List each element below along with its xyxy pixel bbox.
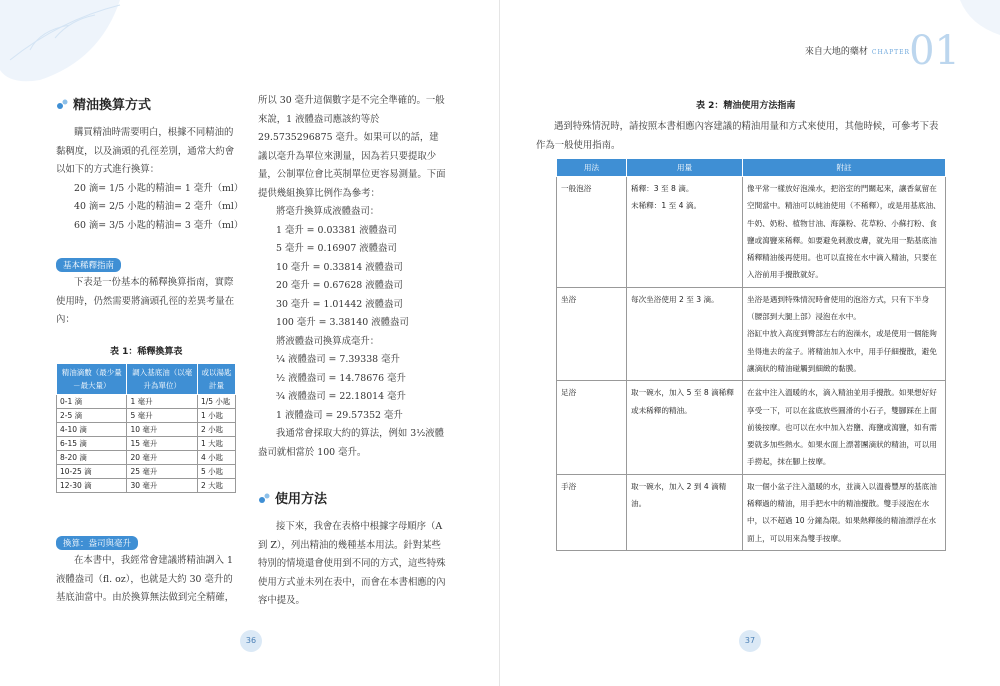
- table-cell: 稀釋：3 至 8 滴。 未稀釋：1 至 4 滴。: [627, 177, 743, 288]
- table-cell: 手浴: [557, 474, 627, 550]
- table-cell: 1 大匙: [197, 437, 235, 451]
- table-cell: 取一碗水，加入 2 到 4 滴精油。: [627, 474, 743, 550]
- table-cell: 像平常一樣放好泡澡水，把浴室的門關起來，讓香氣留在空間當中。精油可以純油使用（不稀釋），或是用基底油、牛奶、奶粉、植物甘油、海藻粉、花草粉、小蘇打粉、食鹽或瀉鹽來稀釋。如要避免刺激皮膚，就先用一點基底油稀釋精油後再使用。也可以直接在水中滴入精油，只要在入浴前用手攪散就好。: [743, 177, 946, 288]
- table-cell: 0-1 滴: [57, 395, 127, 409]
- usage-table: [556, 158, 946, 551]
- drop-icon: [56, 98, 68, 110]
- drop-icon: [258, 492, 270, 504]
- leaf-decoration-icon: [0, 0, 170, 90]
- table-row: [57, 423, 236, 437]
- oz-to-ml-list: [258, 351, 446, 425]
- table-cell: 坐浴是遇到特殊情況時會使用的泡浴方式，只有下半身（腰部到大腿上部）浸泡在水中。 浴缸中放入高度到臀部左右的泡澡水，或是使用一個能夠坐得進去的盆子。將精油加入水中，用手仔細攪散，避免讓滴狀的精油碰觸到細緻的黏膜。: [743, 287, 946, 380]
- table-row: [557, 381, 946, 474]
- table-cell: 4-10 滴: [57, 423, 127, 437]
- table-header: 調入基底油（以毫升為單位）: [127, 364, 197, 395]
- conversion-line: ¼ 液體盎司 = 7.39338 毫升: [276, 354, 400, 365]
- table-cell: 每次坐浴使用 2 至 3 滴。: [627, 287, 743, 380]
- page-number: 36: [240, 630, 262, 652]
- ml-to-oz-list: [258, 222, 446, 333]
- conversion-line: 60 滴= 3/5 小匙的精油= 3 毫升（ml）: [74, 219, 244, 231]
- right-intro-paragraph: 遇到特殊情況時，請按照本書相應內容建議的精油用量和方式來使用，其他時候，可參考下表作為一般使用指南。: [536, 121, 939, 151]
- dilution-paragraph: 下表是一份基本的稀釋換算指南，實際使用時，仍然需要將滴頭孔徑的差異考量在內：: [56, 277, 235, 325]
- table-row: [557, 287, 946, 380]
- ounce-paragraph: 在本書中，我經常會建議將精油調入 1 液體盎司（fl. oz），也就是大約 30 毫升的基底油當中。由於換算無法做到完全精確，: [56, 555, 235, 603]
- table-cell: 8-20 滴: [57, 451, 127, 465]
- table-header: 精油滴數（最少量－最大量）: [57, 364, 127, 395]
- running-header: 來自大地的藥材 CHAPTER: [804, 47, 910, 57]
- second-column-text: 所以 30 毫升這個數字是不完全準確的。一般來說，1 液體盎司應該約等於 29.5735296875 毫升。如果可以的話，建議以毫升為單位來測量，因為若只要提取少量，公制單位會比英制單位更容易測量。下面提供幾組換算比例作為參考： 將毫升換算成液體盎司： 1 毫升 = 0.03381 液體盎司 5 毫升 = 0.16907 液體盎司 10 毫升 = 0.33814 液體盎司 20 毫升 = 0.67628 液體盎司 30 毫升 = 1.01442 液體盎司 100 毫升 = 3.38140 液體盎司 將液體盎司換算成毫升： ¼ 液體盎司 = 7.39338 毫升 ½ 液體盎司 = 14.78676 毫升 ¾ 液體盎司 = 22.18014 毫升 1 液體盎司 = 29.57352 毫升 我通常會採取大約的算法，例如 3½液體盎司就相當於 100 毫升。: [258, 92, 446, 462]
- conversion-line: 100 毫升 = 3.38140 液體盎司: [276, 317, 409, 328]
- ounce-ml-tag: 換算：盎司與毫升: [56, 536, 138, 550]
- table-cell: 6-15 滴: [57, 437, 127, 451]
- conversion-line: 30 毫升 = 1.01442 液體盎司: [276, 298, 403, 310]
- table-cell: 2 大匙: [197, 479, 235, 493]
- page-number: 37: [739, 630, 761, 652]
- table-cell: 2 小匙: [197, 423, 235, 437]
- table-cell: 15 毫升: [127, 437, 197, 451]
- section-title-usage: 使用方法: [258, 488, 327, 507]
- usage-paragraph: 接下來，我會在表格中根據字母順序（A 到 Z），列出精油的幾種基本用法。針對某些特別的情境還會使用到不同的方式，這些特殊使用方式並未列在表中，而會在本書相應的內容中提及。: [258, 521, 446, 606]
- paragraph: 所以 30 毫升這個數字是不完全準確的。一般來說，1 液體盎司應該約等於 29.5735296875 毫升。如果可以的話，建議以毫升為單位來測量，因為若只要提取少量，公制單位會比英制單位更容易測量。下面提供幾組換算比例作為參考：: [258, 95, 446, 199]
- table1-caption: 表 1：稀釋換算表: [110, 347, 183, 357]
- table-cell: 12-30 滴: [57, 479, 127, 493]
- conversion-line: 20 毫升 = 0.67628 液體盎司: [276, 280, 403, 291]
- paragraph: 購買精油時需要明白，根據不同精油的黏稠度，以及滴頭的孔徑差別，通常大約會以如下的方式進行換算：: [56, 127, 235, 175]
- table-cell: 2-5 滴: [57, 409, 127, 423]
- table-header: 用量: [627, 159, 743, 177]
- conversion-line: 5 毫升 = 0.16907 液體盎司: [276, 243, 397, 254]
- table-header: 附註: [743, 159, 946, 177]
- conversion-line: 1 液體盎司 = 29.57352 毫升: [276, 409, 403, 421]
- table-row: [57, 395, 236, 409]
- table-cell: 20 毫升: [127, 451, 197, 465]
- table-header: 用法: [557, 159, 627, 177]
- table-cell: 10-25 滴: [57, 465, 127, 479]
- table-cell: 10 毫升: [127, 423, 197, 437]
- table-row: [57, 465, 236, 479]
- table-cell: 在盆中注入溫暖的水，滴入精油並用手攪散。如果想好好享受一下，可以在盆底放些圓滑的小石子，雙腳踩在上面前後按摩。也可以在水中加入岩鹽、海鹽或瀉鹽，如有需要就多加些熱水。如果水面上漂著團滴狀的精油，可以用手撈起，抹在腳上按摩。: [743, 381, 946, 474]
- dilution-table: [56, 363, 236, 493]
- table-row: [557, 177, 946, 288]
- section-title-conversion: 精油換算方式: [56, 94, 151, 113]
- table-cell: 1/5 小匙: [197, 395, 235, 409]
- conversion-line: ½ 液體盎司 = 14.78676 毫升: [276, 372, 406, 384]
- table-header: 或以湯匙計量: [197, 364, 235, 395]
- table2-caption: 表 2：精油使用方法指南: [696, 101, 796, 111]
- table-cell: 5 毫升: [127, 409, 197, 423]
- table-cell: 30 毫升: [127, 479, 197, 493]
- table-cell: 坐浴: [557, 287, 627, 380]
- table-cell: 5 小匙: [197, 465, 235, 479]
- table-cell: 取一個小盆子注入溫暖的水，並滴入以溫養豐厚的基底油稀釋過的精油，用手把水中的精油攪散。雙手浸泡在水中，以不超過 10 分鐘為限。如果熱釋後的精油漂浮在水面上，可以用來為雙手按摩。: [743, 474, 946, 550]
- table-cell: 25 毫升: [127, 465, 197, 479]
- table-row: [57, 479, 236, 493]
- table-cell: 1 小匙: [197, 409, 235, 423]
- table-cell: 一般泡浴: [557, 177, 627, 288]
- conversion-line: 20 滴= 1/5 小匙的精油= 1 毫升（ml）: [74, 182, 244, 194]
- leaf-decoration-icon: [940, 0, 1000, 60]
- table-row: [57, 409, 236, 423]
- table-cell: 4 小匙: [197, 451, 235, 465]
- left-column-text: [56, 124, 244, 235]
- table-cell: 足浴: [557, 381, 627, 474]
- table-row: [557, 474, 946, 550]
- table-cell: 1 毫升: [127, 395, 197, 409]
- conversion-line: ¾ 液體盎司 = 22.18014 毫升: [276, 391, 406, 402]
- table-row: [57, 437, 236, 451]
- conversion-line: 10 毫升 = 0.33814 液體盎司: [276, 261, 403, 273]
- conversion-line: 1 毫升 = 0.03381 液體盎司: [276, 224, 397, 236]
- table-cell: 取一碗水，加入 5 至 8 滴稀釋或未稀釋的精油。: [627, 381, 743, 474]
- chapter-number: 01: [909, 28, 960, 74]
- conversion-line: 40 滴= 2/5 小匙的精油= 2 毫升（ml）: [74, 201, 244, 212]
- table-row: [57, 451, 236, 465]
- dilution-guide-tag: 基本稀釋指南: [56, 258, 121, 272]
